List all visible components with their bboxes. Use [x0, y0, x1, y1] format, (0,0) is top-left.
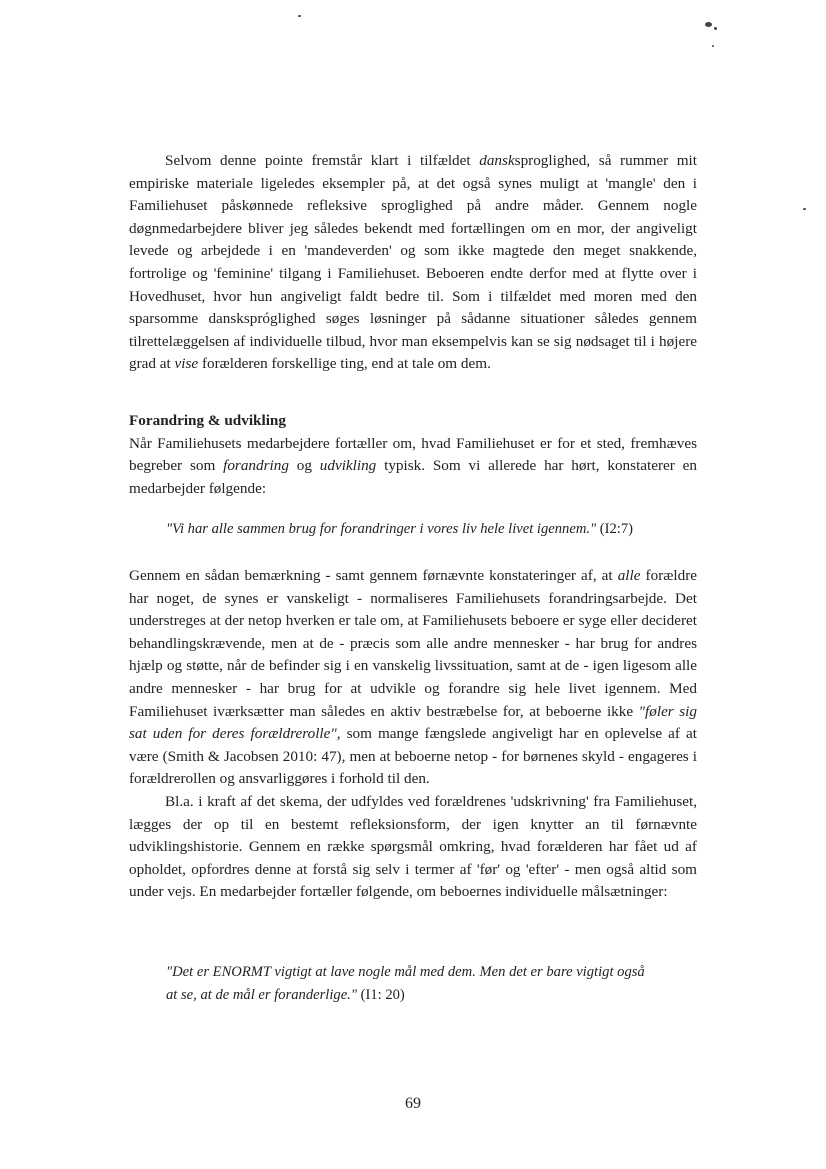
scan-speck	[714, 27, 717, 30]
quote1-text: "Vi har alle sammen brug for forandringer i vores liv hele livet igennem."	[166, 521, 597, 537]
scan-speck	[803, 208, 806, 210]
para2-emphasis-quote: "føler sig sat uden for deres forældrerolle"	[129, 702, 697, 743]
quote2-reference: (I1: 20)	[356, 986, 405, 1003]
page-number: 69	[405, 1095, 421, 1112]
section-emphasis-udvikling: udvikling	[319, 457, 377, 475]
block-quote-2	[166, 961, 686, 1006]
para1-text-2: sproglighed, så rummer mit empiriske materiale ligeledes eksempler på, at det også synes muligt at 'mangle' den i Familiehuset påskønnede refleksive sproglighed på andre måder. Gennem nogle døgnmedarbejdere bliver jeg således bekendt med fortællingen om en mor, der angiveligt levede og arbejdede i en 'mandeverden' og som ikke magtede den meget snakkende, fortrolige og 'feminine' tilgang i Familiehuset. Beboeren endte derfor med at flytte over i Hovedhuset, hvor hun angiveligt faldt bedre til. Som i tilfældet med moren med den sparsomme danskspróglighed søges løsninger på sådanne situationer således gennem tilrettelæggelsen af individuelle tilbud, hvor man eksempelvis kan se sig nødsaget til i højere grad at	[129, 152, 697, 373]
scan-speck	[712, 45, 714, 47]
section-heading: Forandring & udvikling	[129, 412, 286, 429]
block-quote-1	[166, 518, 686, 541]
section-emphasis-forandring: forandring	[223, 457, 289, 475]
scan-speck	[298, 15, 301, 17]
para1-text-3: forælderen forskellige ting, end at tale om dem.	[198, 355, 491, 373]
para1-text-1: Selvom denne pointe fremstår klart i tilfældet	[165, 152, 480, 169]
section-text-1: Når Familiehusets medarbejdere fortæller om, hvad Familiehuset er for et sted, fremhæves begreber som	[129, 434, 697, 475]
para1-emphasis-vise: vise	[174, 355, 199, 373]
quote2-line-1: "Det er ENORMT vigtigt at lave nogle mål med dem. Men det er bare vigtigt også	[166, 964, 645, 980]
para2-emphasis-alle: alle	[617, 567, 641, 584]
section-text-3: typisk. Som vi allerede har hørt, konstaterer en medarbejder følgende:	[129, 457, 698, 497]
para3-text: Bl.a. i kraft af det skema, der udfyldes ved forældrenes 'udskrivning' fra Familiehuset, lægges der op til en bestemt refleksionsform, der igen knytter an til førnævnte udviklingshistorie. Gennem en række spørgsmål omkring, hvad forælderen har fået ud af opholdet, opfordres denne at forstå sig selv i termer af 'før' og 'efter' - men også altid som under vejs. En medarbejder fortæller følgende, om beboernes individuelle målsætninger:	[129, 792, 697, 901]
quote1-reference: (I2:7)	[596, 521, 634, 537]
para2-text-3: , som mange fængslede angiveligt har en oplevelse af at være (Smith & Jacobsen 2010: 47), men at beboerne netop - for børnenes skyld - engageres i forældrerollen og ansvarliggøres i forhold til den.	[129, 725, 697, 788]
section-change-development	[129, 410, 697, 500]
paragraph-language	[129, 150, 697, 376]
paragraph-normalization	[129, 565, 697, 904]
para1-emphasis-dansk: dansk	[479, 152, 515, 169]
section-text-2: og	[288, 457, 320, 475]
para2-text-1: Gennem en sådan bemærkning - samt gennem førnævnte konstateringer af, at	[129, 567, 618, 584]
scan-speck	[705, 22, 712, 27]
quote2-line-2: at se, at de mål er foranderlige."	[166, 986, 357, 1003]
para2-text-2: forældre har noget, de synes er vanskeligt - normaliseres Familiehusets forandringsarbejde. Det understreges at der netop hverken er tale om, at Familiehusets beboere er syge eller decideret behandlingskrævende, men at de - præcis som alle andre mennesker - har brug for andres hjælp og støtte, når de befinder sig i en vanskelig livssituation, samt at de - igen ligesom alle andre mennesker - har brug for at udvikle og forandre sig hele livet igennem. Med Familiehuset iværksætter man således en aktiv bestræbelse for, at beboerne ikke	[129, 567, 697, 720]
